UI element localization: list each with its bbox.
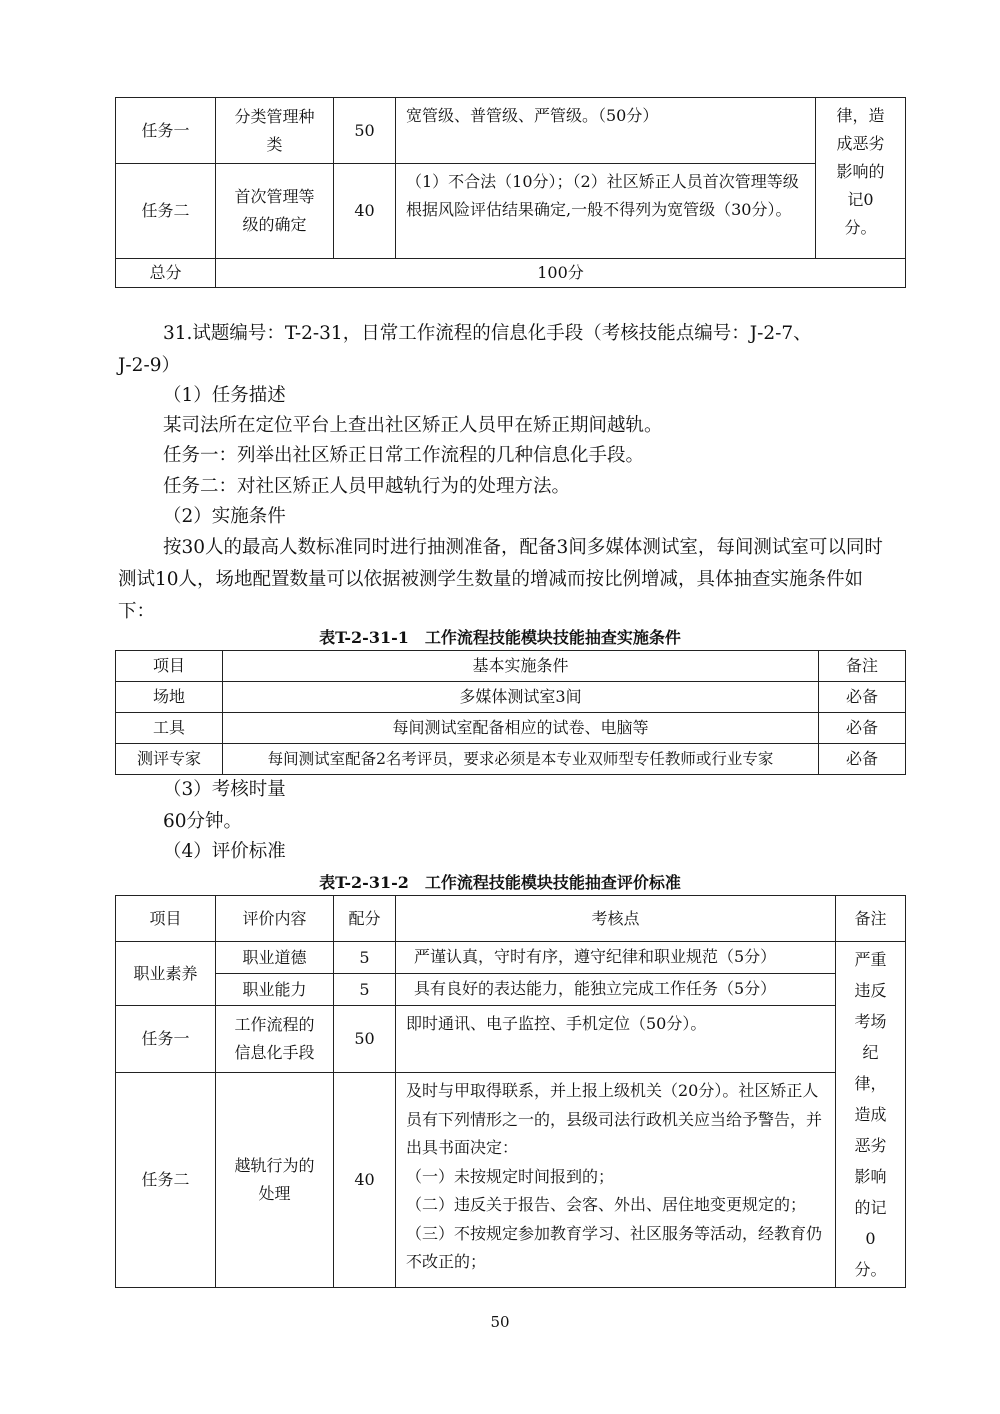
conditions-title: （2）实施条件 <box>163 506 286 527</box>
t2-r2-points: 具有良好的表达能力，能独立完成工作任务（5分） <box>396 974 836 1006</box>
top-table <box>115 97 906 288</box>
t2-header-remark: 备注 <box>836 896 906 942</box>
top-row1-item: 任务一 <box>116 98 216 164</box>
t2-r1-points: 严谨认真，守时有序，遵守纪律和职业规范（5分） <box>396 942 836 974</box>
scenario-text: 某司法所在定位平台上查出社区矫正人员甲在矫正期间越轨。 <box>163 415 663 436</box>
total-value: 100分 <box>216 259 906 288</box>
t2-r4-points-item1: （一）未按规定时间报到的； <box>406 1166 615 1186</box>
t1-row2-condition: 每间测试室配备相应的试卷、电脑等 <box>223 713 819 744</box>
t2-r3-content: 工作流程的信息化手段 <box>216 1006 334 1073</box>
t2-r4-points-item2: （二）违反关于报告、会客、外出、居住地变更规定的； <box>406 1195 807 1214</box>
time-title: （3）考核时量 <box>163 779 286 800</box>
t1-header-condition: 基本实施条件 <box>223 651 819 682</box>
t2-r4-content: 越轨行为的处理 <box>216 1073 334 1288</box>
t1-row2-remark: 必备 <box>819 713 906 744</box>
t2-r4-points-intro: 及时与甲取得联系，并上报上级机关（20分）。社区矫正人员有下列情形之一的，县级司法行政机关应当给予警告，并出具书面决定： <box>406 1081 823 1157</box>
top-row1-points: 宽管级、普管级、严管级。（50分） <box>396 98 816 164</box>
top-row2-points: （1）不合法（10分）；（2）社区矫正人员首次管理等级根据风险评估结果确定,一般不得列为宽管级（30分）。 <box>396 164 816 259</box>
page-number: 50 <box>490 1313 510 1331</box>
t2-r3-item: 任务一 <box>116 1006 216 1073</box>
t2-r1-score: 5 <box>334 942 396 974</box>
top-row2-score: 40 <box>334 164 396 259</box>
t2-r2-content: 职业能力 <box>216 974 334 1006</box>
criteria-title: （4）评价标准 <box>163 841 286 862</box>
t2-r3-points: 即时通讯、电子监控、手机定位（50分）。 <box>396 1006 836 1073</box>
conditions-text: 按30人的最高人数标准同时进行抽测准备，配备3间多媒体测试室，每间测试室可以同时测试10人，场地配置数量可以依据被测学生数量的增减而按比例增减，具体抽查实施条件如下： <box>118 537 883 622</box>
t2-header-item: 项目 <box>116 896 216 942</box>
t2-header-points: 考核点 <box>396 896 836 942</box>
t2-r2-score: 5 <box>334 974 396 1006</box>
t2-header-score: 配分 <box>334 896 396 942</box>
t2-remark: 严重违反考场纪律，造成恶劣影响的记0分。 <box>836 942 906 1288</box>
top-remark: 律，造成恶劣影响的记0分。 <box>816 98 906 259</box>
task1-text: 任务一：列举出社区矫正日常工作流程的几种信息化手段。 <box>163 445 645 466</box>
t1-row2-item: 工具 <box>116 713 223 744</box>
top-row1-score: 50 <box>334 98 396 164</box>
top-row1-content: 分类管理种类 <box>216 98 334 164</box>
t2-r4-score: 40 <box>334 1073 396 1288</box>
t1-header-item: 项目 <box>116 651 223 682</box>
task-desc-title: （1）任务描述 <box>163 385 286 406</box>
task2-text: 任务二：对社区矫正人员甲越轨行为的处理方法。 <box>163 476 571 497</box>
t1-row1-condition: 多媒体测试室3间 <box>223 682 819 713</box>
table1-caption: 表T-2-31-1 工作流程技能模块技能抽查实施条件 <box>319 628 681 647</box>
t2-r4-points-item3: （三）不按规定参加教育学习、社区服务等活动，经教育仍不改正的； <box>406 1223 823 1271</box>
t1-header-remark: 备注 <box>819 651 906 682</box>
section-heading-cont: J-2-9） <box>118 355 180 376</box>
total-label: 总分 <box>116 259 216 288</box>
time-value: 60分钟。 <box>163 811 243 832</box>
t1-row3-remark: 必备 <box>819 744 906 775</box>
t2-r4-points <box>396 1073 836 1288</box>
conditions-table <box>115 650 906 775</box>
t1-row3-item: 测评专家 <box>116 744 223 775</box>
t2-r3-score: 50 <box>334 1006 396 1073</box>
criteria-table <box>115 895 906 1288</box>
t1-row1-item: 场地 <box>116 682 223 713</box>
top-row2-item: 任务二 <box>116 164 216 259</box>
t1-row1-remark: 必备 <box>819 682 906 713</box>
section-heading: 31.试题编号：T-2-31，日常工作流程的信息化手段（考核技能点编号：J-2-7、 <box>163 323 812 344</box>
t2-group-professional: 职业素养 <box>116 942 216 1006</box>
t2-header-content: 评价内容 <box>216 896 334 942</box>
table2-caption: 表T-2-31-2 工作流程技能模块技能抽查评价标准 <box>319 873 681 892</box>
top-row2-content: 首次管理等级的确定 <box>216 164 334 259</box>
t1-row3-condition: 每间测试室配备2名考评员，要求必须是本专业双师型专任教师或行业专家 <box>223 744 819 775</box>
t2-r4-item: 任务二 <box>116 1073 216 1288</box>
t2-r1-content: 职业道德 <box>216 942 334 974</box>
